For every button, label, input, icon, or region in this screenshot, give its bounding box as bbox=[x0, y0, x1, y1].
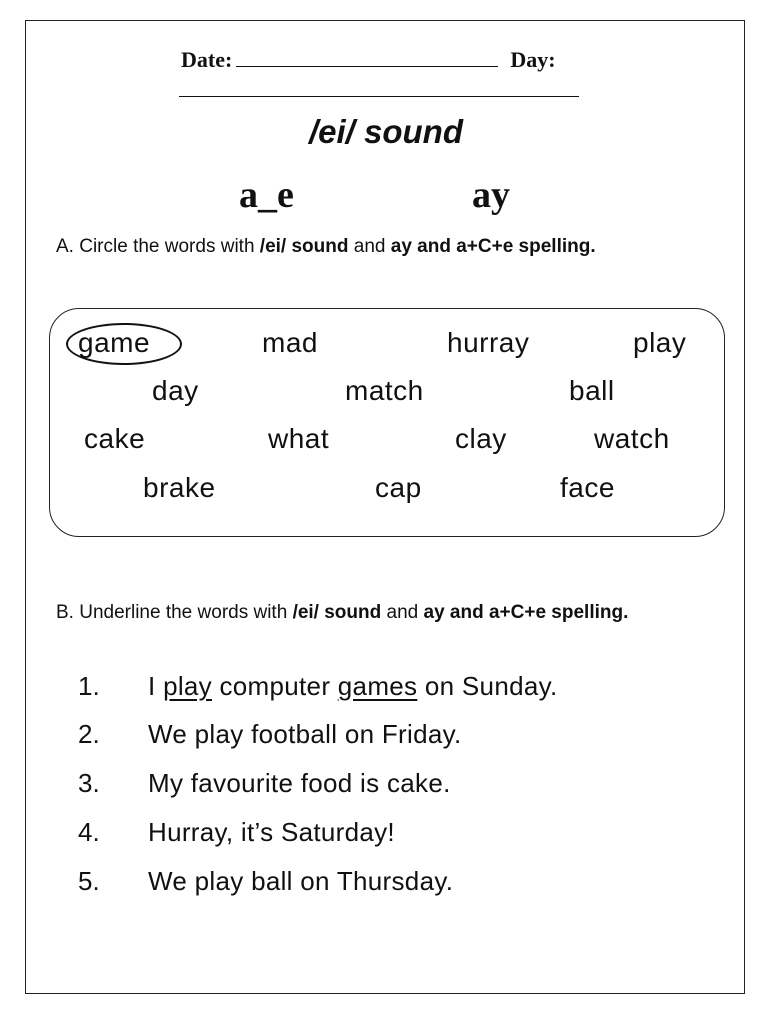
word-cake[interactable]: cake bbox=[84, 423, 146, 454]
word-cap[interactable]: cap bbox=[375, 472, 422, 503]
word-face[interactable]: face bbox=[560, 472, 615, 503]
word-clay[interactable]: clay bbox=[455, 423, 507, 454]
sentence-4 bbox=[26, 817, 746, 857]
word-day[interactable]: day bbox=[152, 375, 199, 406]
word-match[interactable]: match bbox=[345, 375, 424, 406]
sentence-3 bbox=[26, 768, 746, 808]
section-b-instruction: B. Underline the words with /ei/ sound and ay and a+C+e spelling. bbox=[56, 602, 629, 623]
sentence-number: 4. bbox=[78, 817, 100, 847]
word-game[interactable]: game bbox=[78, 327, 151, 358]
sentence-text[interactable]: Hurray, it’s Saturday! bbox=[148, 817, 395, 847]
spelling-a-e: a_e bbox=[239, 174, 294, 216]
section-a-instruction: A. Circle the words with /ei/ sound and ay and a+C+e spelling. bbox=[56, 236, 596, 257]
word-play[interactable]: play bbox=[633, 327, 687, 358]
underlined-word-play[interactable]: play bbox=[163, 671, 212, 701]
date-day-line bbox=[181, 47, 556, 73]
sentence-text: I play computer games on Sunday. bbox=[148, 671, 558, 701]
worksheet-page bbox=[25, 20, 745, 994]
date-label: Date: bbox=[181, 47, 233, 72]
sentence-1 bbox=[26, 671, 746, 711]
spelling-emphasis: ay and a+C+e spelling. bbox=[390, 236, 596, 257]
day-label: Day: bbox=[510, 47, 556, 72]
word-what[interactable]: what bbox=[268, 423, 330, 454]
sentence-number: 3. bbox=[78, 768, 100, 798]
word-mad[interactable]: mad bbox=[262, 327, 318, 358]
word-ball[interactable]: ball bbox=[569, 375, 615, 406]
spelling-emphasis: ay and a+C+e spelling. bbox=[423, 602, 629, 623]
word-watch[interactable]: watch bbox=[594, 423, 670, 454]
sentence-number: 5. bbox=[78, 866, 100, 896]
sentence-number: 1. bbox=[78, 671, 100, 701]
sentence-text[interactable]: We play football on Friday. bbox=[148, 719, 462, 749]
sentence-text[interactable]: My favourite food is cake. bbox=[148, 768, 451, 798]
sentence-5 bbox=[26, 866, 746, 906]
sound-emphasis: /ei/ sound bbox=[292, 602, 382, 623]
word-brake[interactable]: brake bbox=[143, 472, 216, 503]
sentence-number: 2. bbox=[78, 719, 100, 749]
word-box bbox=[49, 308, 725, 537]
underlined-word-games[interactable]: games bbox=[337, 671, 418, 701]
spelling-ay: ay bbox=[472, 174, 510, 216]
worksheet-title: /ei/ sound bbox=[308, 113, 463, 150]
day-blank[interactable] bbox=[179, 96, 579, 97]
sentence-text[interactable]: We play ball on Thursday. bbox=[148, 866, 454, 896]
date-blank[interactable] bbox=[236, 48, 498, 67]
sentence-2 bbox=[26, 719, 746, 759]
sound-emphasis: /ei/ sound bbox=[259, 236, 349, 257]
word-hurray[interactable]: hurray bbox=[447, 327, 530, 358]
